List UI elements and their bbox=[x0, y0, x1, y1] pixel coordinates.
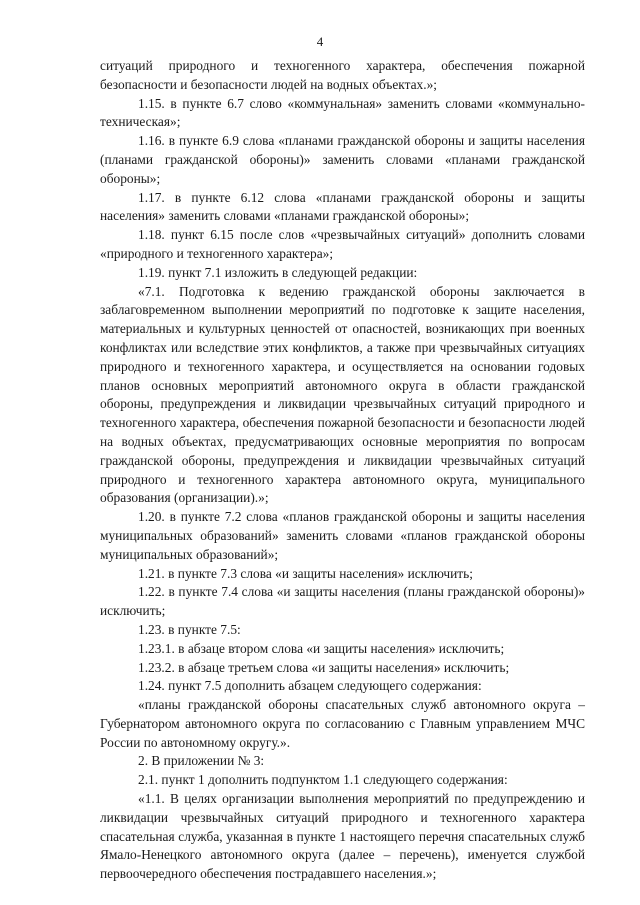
paragraph: 2. В приложении № 3: bbox=[138, 753, 265, 769]
paragraph: 1.23.2. в абзаце третьем слова «и защиты населения» исключить; bbox=[138, 659, 510, 675]
paragraph: 1.21. в пункте 7.3 слова «и защиты населения» исключить; bbox=[138, 565, 473, 581]
paragraph: 1.20. в пункте 7.2 слова «планов гражданской обороны и защиты населения муниципальных образований» заменить словами «планов гражданской обороны муниципальных образований»; bbox=[100, 509, 585, 562]
paragraph: 1.18. пункт 6.15 после слов «чрезвычайных ситуаций» дополнить словами «природного и техногенного характера»; bbox=[100, 227, 585, 261]
paragraph: 1.15. в пункте 6.7 слово «коммунальная» заменить словами «коммунально-техническая»; bbox=[100, 95, 585, 130]
paragraph: ситуаций природного и техногенного характера, обеспечения пожарной безопасности и безопасности людей на водных объектах.»; bbox=[100, 58, 585, 92]
paragraph: 1.22. в пункте 7.4 слова «и защиты населения (планы гражданской обороны)» исключить; bbox=[100, 584, 585, 619]
paragraph: 1.23.1. в абзаце втором слова «и защиты населения» исключить; bbox=[138, 640, 505, 656]
paragraph: 1.17. в пункте 6.12 слова «планами гражданской обороны и защиты населения» заменить словами «планами гражданской обороны»; bbox=[100, 189, 585, 224]
paragraph: 1.19. пункт 7.1 изложить в следующей редакции: bbox=[138, 264, 418, 280]
document-body bbox=[100, 57, 585, 884]
paragraph: 1.23. в пункте 7.5: bbox=[138, 621, 241, 637]
page-number: 4 bbox=[316, 34, 324, 49]
paragraph: «планы гражданской обороны спасательных служб автономного округа – Губернатором автономного округа по согласованию с Главным управлением МЧС России по автономному округу.». bbox=[100, 697, 585, 750]
paragraph: 1.24. пункт 7.5 дополнить абзацем следующего содержания: bbox=[138, 678, 482, 694]
paragraph: 2.1. пункт 1 дополнить подпунктом 1.1 следующего содержания: bbox=[138, 772, 508, 788]
paragraph: «1.1. В целях организации выполнения мероприятий по предупреждению и ликвидации чрезвычайных ситуаций природного и техногенного характера спасательная служба, указанная в пункте 1 настоящего перечня спасательных служб Ямало-Ненецкого автономного округа (далее – перечень), именуется службой первоочередного обеспечения пострадавшего населения.»; bbox=[100, 791, 585, 882]
paragraph: «7.1. Подготовка к ведению гражданской обороны заключается в заблаговременном выполнении мероприятий по подготовке к защите населения, материальных и культурных ценностей от опасностей, возникающих при военных конфликтах или вследствие этих конфликтов, а также при чрезвычайных ситуациях природного и техногенного характера, и осуществляется на основании годовых планов основных мероприятий автономного округа в области гражданской обороны, предупреждения и ликвидации чрезвычайных ситуаций природного и техногенного характера, обеспечения пожарной безопасности и безопасности людей на водных объектах, предусматривающих основные мероприятия по вопросам гражданской обороны, предупреждения и ликвидации чрезвычайных ситуаций природного и техногенного характера автономного округа, муниципального образования (организации).»; bbox=[100, 283, 585, 506]
paragraph: 1.16. в пункте 6.9 слова «планами гражданской обороны и защиты населения (планами гражданской обороны)» заменить словами «планами гражданской обороны»; bbox=[100, 133, 585, 186]
